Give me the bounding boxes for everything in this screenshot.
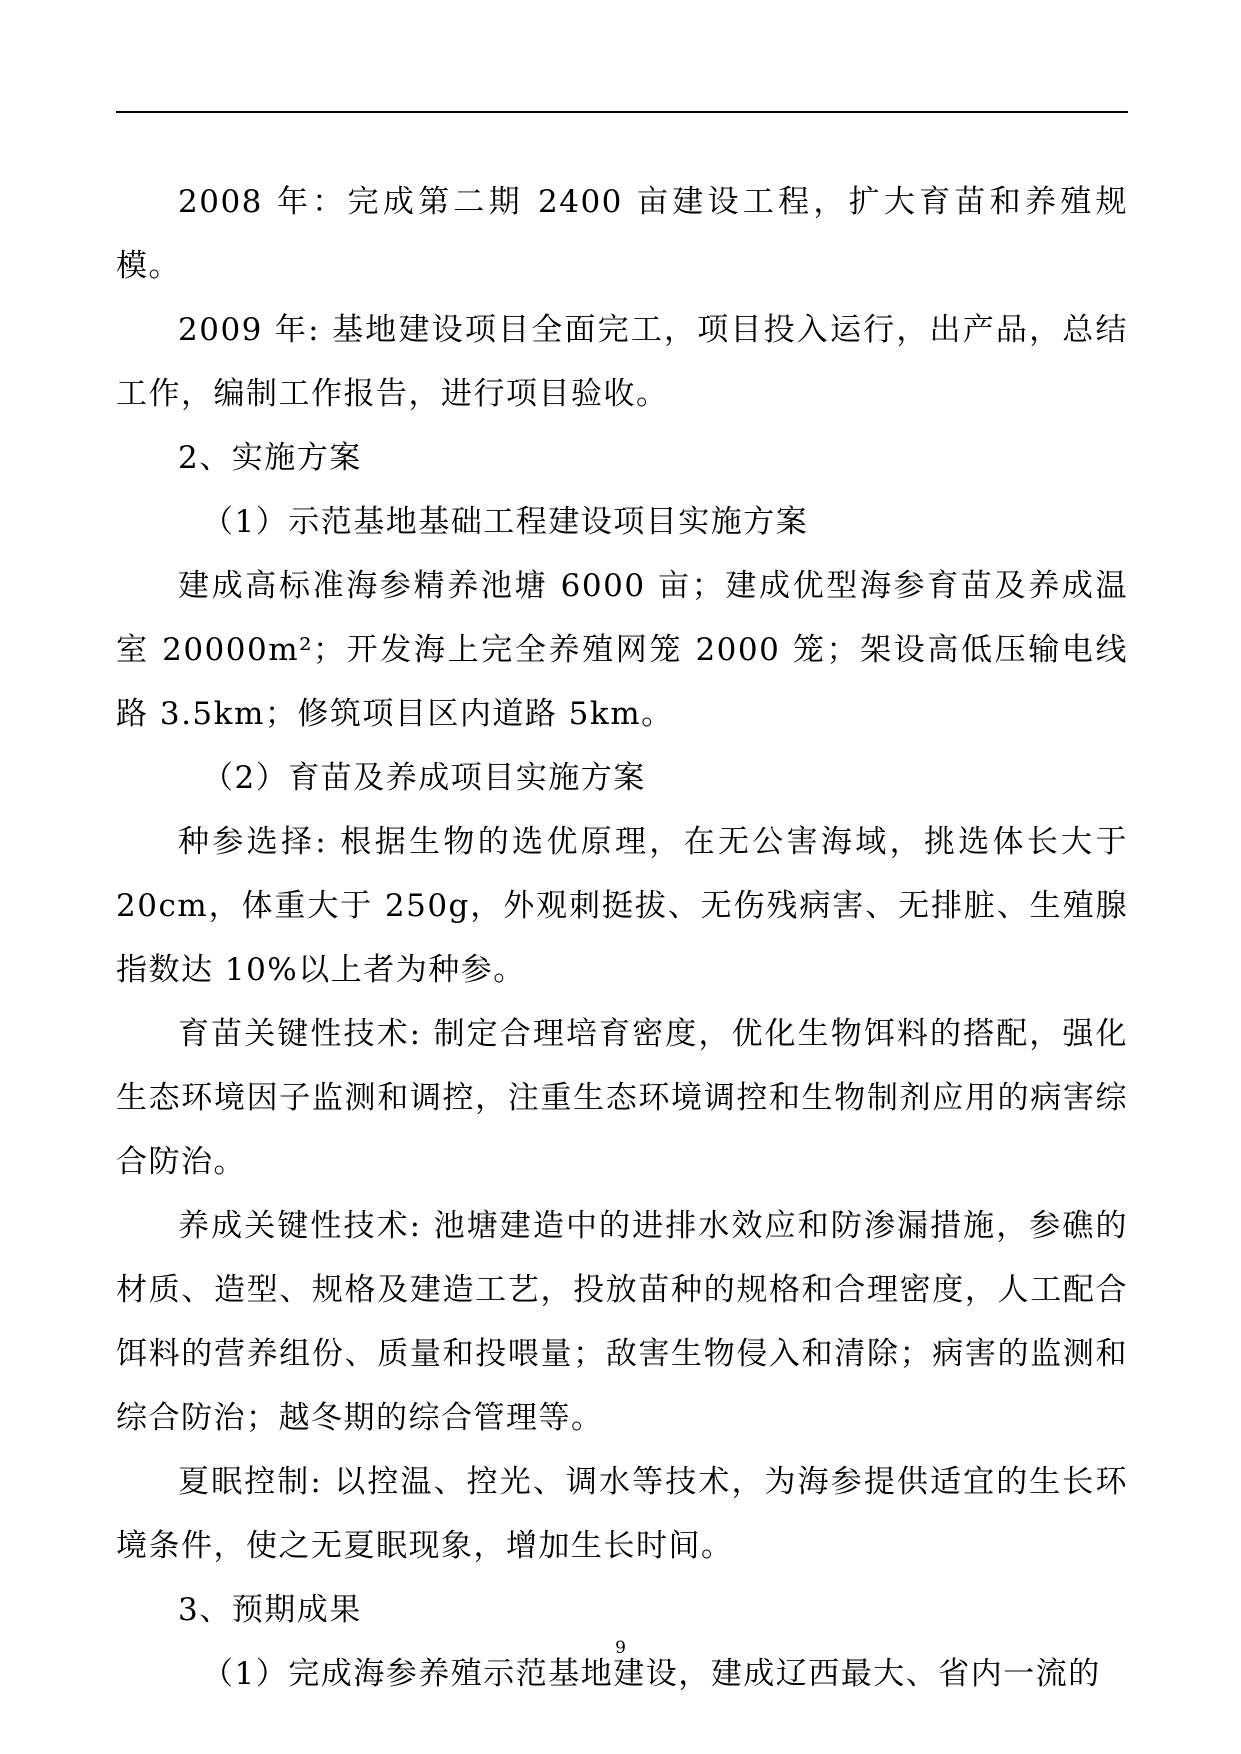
paragraph-broodstock: 种参选择: 根据生物的选优原理，在无公害海域，挑选体长大于 20cm，体重大于 250g，外观刺挺拔、无伤残病害、无排脏、生殖腺指数达 10%以上者为种参。: [116, 824, 1128, 988]
page-number: 9: [615, 1638, 626, 1658]
page-body: [116, 170, 1128, 1706]
paragraph-results-1: （1）完成海参养殖示范基地建设，建成辽西最大、省内一流的: [202, 1656, 1101, 1692]
header-rule: [116, 111, 1128, 113]
paragraph-2008: 2008 年：完成第二期 2400 亩建设工程，扩大育苗和养殖规模。: [116, 184, 1128, 284]
subheading-base-construction: （1）示范基地基础工程建设项目实施方案: [202, 504, 809, 540]
paragraph-aestivation: 夏眠控制: 以控温、控光、调水等技术，为海参提供适宜的生长环境条件，使之无夏眠现象，增加生长时间。: [116, 1464, 1128, 1564]
paragraph-breeding-tech: 育苗关键性技术: 制定合理培育密度，优化生物饵料的搭配，强化生态环境因子监测和调控，注重生态环境调控和生物制剂应用的病害综合防治。: [116, 1016, 1128, 1180]
subheading-breeding: （2）育苗及养成项目实施方案: [202, 760, 646, 796]
paragraph-2009: 2009 年: 基地建设项目全面完工，项目投入运行，出产品，总结工作，编制工作报告，进行项目验收。: [116, 312, 1128, 412]
paragraph-construction-details: 建成高标准海参精养池塘 6000 亩；建成优型海参育苗及养成温室 20000m²；开发海上完全养殖网笼 2000 笼；架设高低压输电线路 3.5km；修筑项目区内道路 5km。: [116, 568, 1128, 732]
section-heading-implementation: 2、实施方案: [178, 440, 362, 476]
section-heading-results: 3、预期成果: [178, 1592, 362, 1628]
paragraph-culture-tech: 养成关键性技术: 池塘建造中的进排水效应和防渗漏措施，参礁的材质、造型、规格及建造工艺，投放苗种的规格和合理密度，人工配合饵料的营养组份、质量和投喂量；敌害生物侵入和清除；病害的监测和综合防治；越冬期的综合管理等。: [116, 1208, 1128, 1436]
